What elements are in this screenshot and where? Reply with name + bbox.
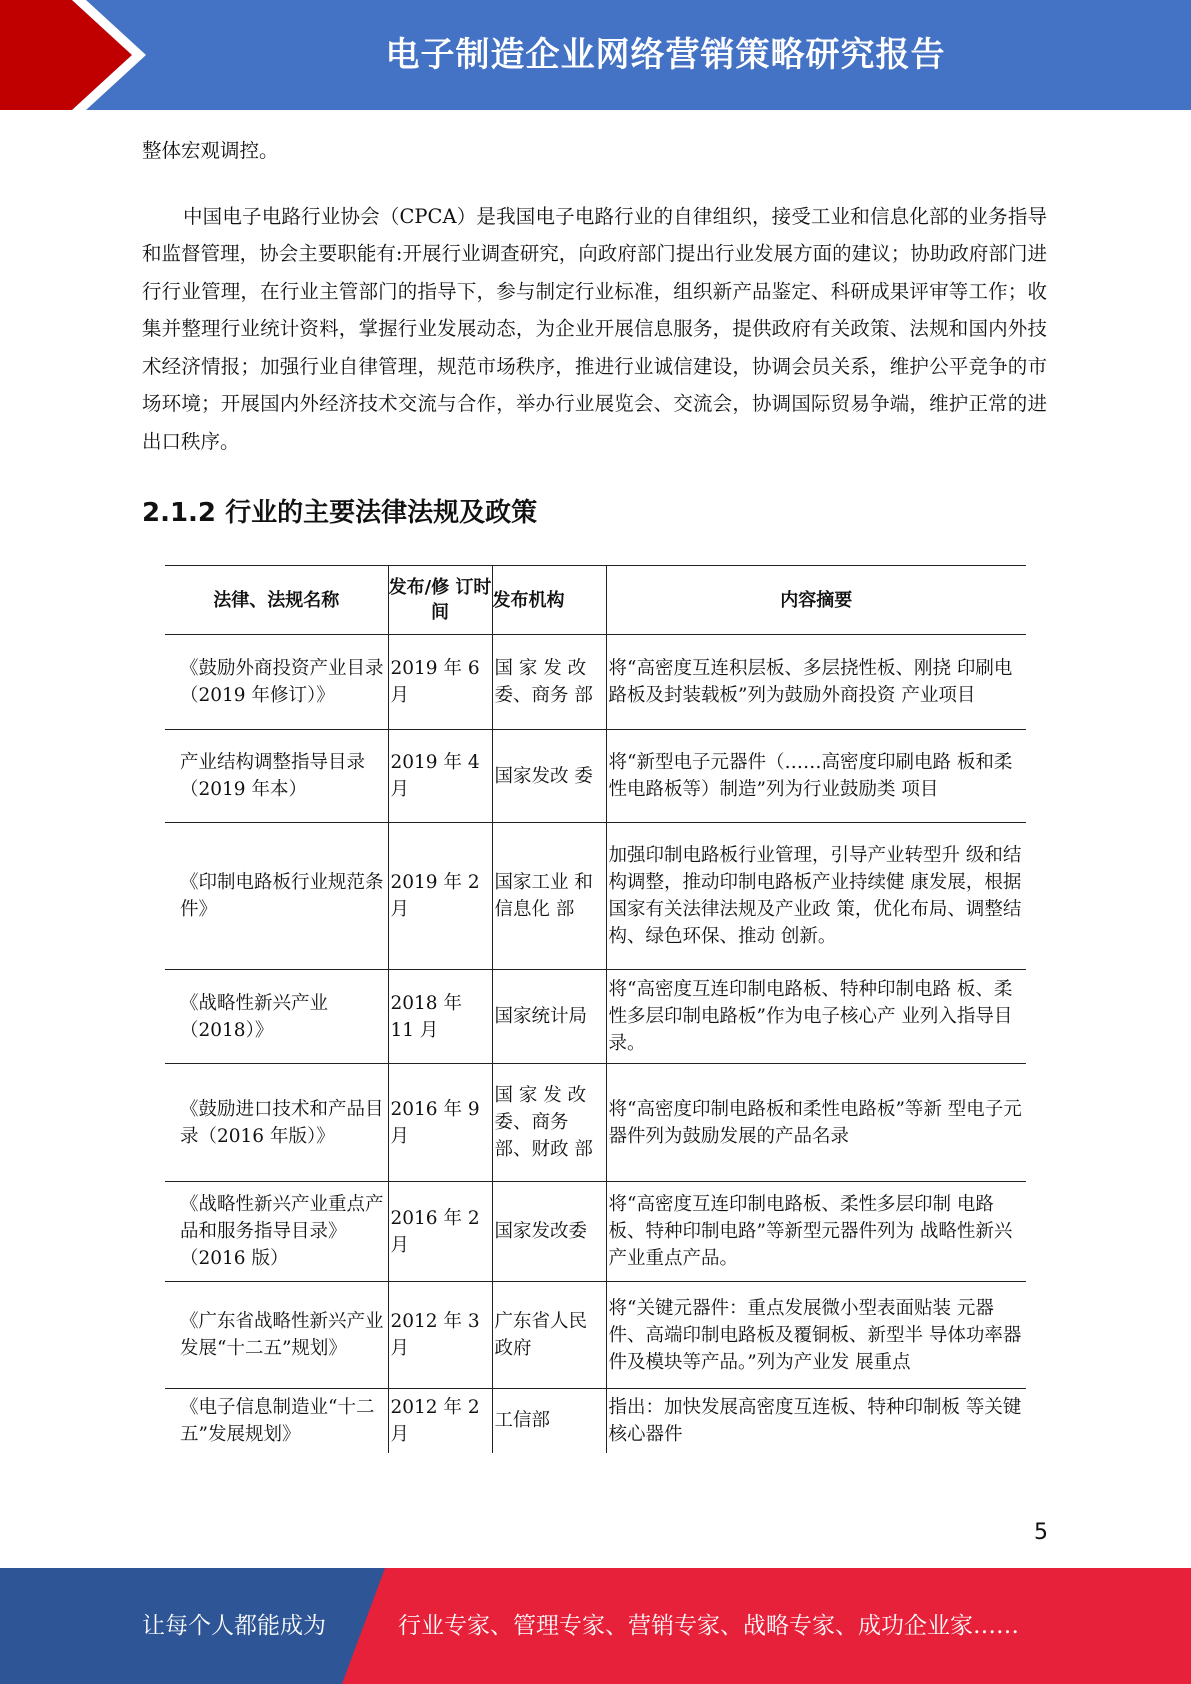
law-name-cell: 《战略性新兴产业（2018）》 [165,970,388,1064]
law-name-cell: 《广东省战略性新兴产业发展“十二五”规划》 [165,1282,388,1389]
date-cell: 2016 年 9 月 [388,1064,492,1182]
table-row [165,1064,1026,1182]
table-row [165,823,1026,970]
main-content [142,132,1047,533]
agency-cell: 国家统计局 [492,970,606,1064]
policy-table [165,565,1026,1453]
date-cell: 2012 年 3 月 [388,1282,492,1389]
table-row [165,1182,1026,1282]
footer-slogan-right: 行业专家、管理专家、营销专家、战略专家、成功企业家…… [398,1613,1019,1639]
page-number: 5 [1034,1520,1048,1545]
table-row [165,730,1026,823]
header-cell: 发布/修 订时间 [388,566,492,635]
law-name-cell: 产业结构调整指导目录（2019 年本） [165,730,388,823]
summary-cell: 将“高密度互连印制电路板、特种印制电路 板、柔性多层印制电路板”作为电子核心产 业列入指导目录。 [606,970,1026,1064]
law-name-cell: 《印制电路板行业规范条件》 [165,823,388,970]
paragraph-cpca: 中国电子电路行业协会（CPCA）是我国电子电路行业的自律组织，接受工业和信息化部的业务指导和监督管理，协会主要职能有:开展行业调查研究，向政府部门提出行业发展方面的建议；协助政府部门进行行业管理，在行业主管部门的指导下，参与制定行业标准，组织新产品鉴定、科研成果评审等工作；收集并整理行业统计资料，掌握行业发展动态，为企业开展信息服务，提供政府有关政策、法规和国内外技术经济情报；加强行业自律管理，规范市场秩序，推进行业诚信建设，协调会员关系，维护公平竞争的市场环境；开展国内外经济技术交流与合作，举办行业展览会、交流会，协调国际贸易争端，维护正常的进出口秩序。 [142,204,1047,453]
table-row [165,970,1026,1064]
header-chevron-icon [0,0,160,110]
agency-cell: 工信部 [492,1389,606,1453]
law-name-cell: 《电子信息制造业“十二五”发展规划》 [165,1389,388,1453]
agency-cell: 国 家 发 改 委、商务 部、财政 部 [492,1064,606,1182]
table-row [165,635,1026,730]
header-cell: 内容摘要 [606,566,1026,635]
date-cell: 2018 年 11 月 [388,970,492,1064]
agency-cell: 广东省人民政府 [492,1282,606,1389]
law-name-cell: 《鼓励外商投资产业目录（2019 年修订）》 [165,635,388,730]
agency-cell: 国 家 发 改 委、商务 部 [492,635,606,730]
summary-cell: 将“高密度印制电路板和柔性电路板”等新 型电子元器件列为鼓励发展的产品名录 [606,1064,1026,1182]
law-name-cell: 《战略性新兴产业重点产品和服务指导目录》（2016 版） [165,1182,388,1282]
date-cell: 2019 年 4 月 [388,730,492,823]
document-title: 电子制造企业网络营销策略研究报告 [385,35,946,75]
table-header-row [165,566,1026,635]
summary-cell: 加强印制电路板行业管理，引导产业转型升 级和结构调整，推动印制电路板产业持续健 康发展，根据国家有关法律法规及产业政 策，优化布局、调整结构、绿色环保、推动 创新。 [606,823,1026,970]
footer-banner [0,1568,1191,1684]
law-name-cell: 《鼓励进口技术和产品目录（2016 年版）》 [165,1064,388,1182]
agency-cell: 国家发改委 [492,1182,606,1282]
summary-cell: 将“新型电子元器件（……高密度印刷电路 板和柔性电路板等）制造”列为行业鼓励类 项目 [606,730,1026,823]
date-cell: 2016 年 2 月 [388,1182,492,1282]
header-cell: 法律、法规名称 [165,566,388,635]
summary-cell: 将“关键元器件：重点发展微小型表面贴装 元器件、高端印制电路板及覆铜板、新型半 导体功率器件及模块等产品。”列为产业发 展重点 [606,1282,1026,1389]
paragraph-intro: 整体宏观调控。 [142,139,279,162]
agency-cell: 国家发改 委 [492,730,606,823]
date-cell: 2019 年 2 月 [388,823,492,970]
summary-cell: 指出：加快发展高密度互连板、特种印制板 等关键核心器件 [608,1396,1022,1445]
table-row [165,1282,1026,1389]
summary-cell: 将“高密度互连积层板、多层挠性板、刚挠 印刷电路板及封装载板”列为鼓励外商投资 产业项目 [606,635,1026,730]
date-cell: 2019 年 6 月 [388,635,492,730]
header-cell: 发布机构 [492,566,606,635]
footer-slogan-left: 让每个人都能成为 [142,1613,326,1639]
section-heading: 2.1.2 行业的主要法律法规及政策 [142,498,538,528]
table-row [165,1389,1026,1453]
date-cell: 2012 年 2 月 [388,1389,492,1453]
summary-cell: 将“高密度互连印制电路板、柔性多层印制 电路板、特种印制电路”等新型元器件列为 战略性新兴产业重点产品。 [606,1182,1026,1282]
agency-cell: 国家工业 和信息化 部 [492,823,606,970]
